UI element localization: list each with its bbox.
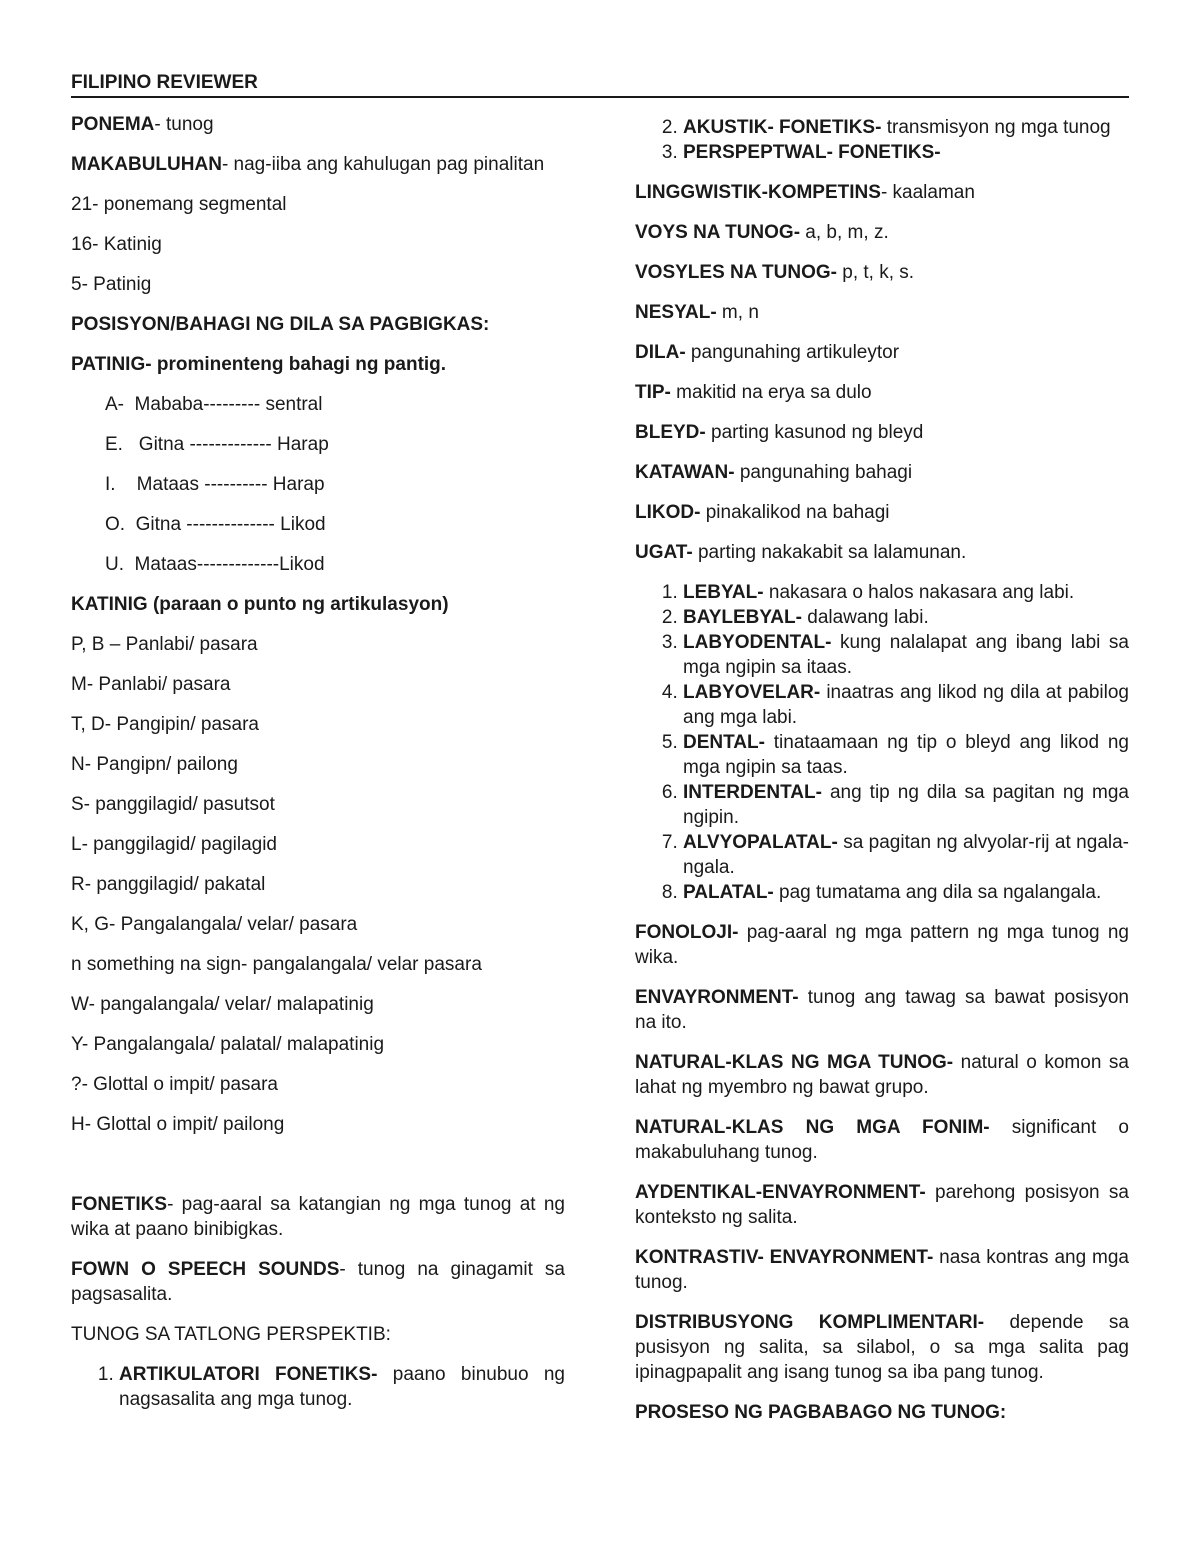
- consonant-item: n something na sign- pangalangala/ velar pasara: [71, 954, 482, 975]
- list-item: 4. LABYOVELAR- inaatras ang likod ng dila at pabilog ang mga labi.: [683, 680, 1129, 730]
- proseso-heading: PROSESO NG PAGBABAGO NG TUNOG:: [635, 1402, 1007, 1423]
- list-item: 2. AKUSTIK- FONETIKS- transmisyon ng mga tunog: [683, 115, 1129, 140]
- term-entry: KATAWAN- pangunahing bahagi: [635, 462, 913, 483]
- term-entry: VOYS NA TUNOG- a, b, m, z.: [635, 222, 889, 243]
- list-item: 1. ARTIKULATORI FONETIKS- paano binubuo ng nagsasalita ang mga tunog.: [119, 1362, 565, 1412]
- term-entry: DILA- pangunahing artikuleytor: [635, 342, 900, 363]
- vowel-item: E. Gitna ------------- Harap: [105, 434, 329, 455]
- vowel-item: A- Mababa--------- sentral: [105, 394, 323, 415]
- consonant-item: W- pangalangala/ velar/ malapatinig: [71, 994, 374, 1015]
- list-item: 7. ALVYOPALATAL- sa pagitan ng alvyolar-rij at ngala-ngala.: [683, 830, 1129, 880]
- list-item: 1. LEBYAL- nakasara o halos nakasara ang labi.: [683, 580, 1129, 605]
- two-column-body: [71, 112, 1129, 1440]
- definition-entry: NATURAL-KLAS NG MGA TUNOG- natural o komon sa lahat ng myembro ng bawat grupo.: [635, 1052, 1129, 1098]
- definition-entry: KONTRASTIV- ENVAYRONMENT- nasa kontras ang mga tunog.: [635, 1247, 1129, 1293]
- definition-entry: DISTRIBUSYONG KOMPLIMENTARI- depende sa pusisyon ng salita, sa silabol, o sa mga salita pag ipinagpapalit ang isang tunog sa iba pang tunog.: [635, 1312, 1129, 1383]
- definition-entry: AYDENTIKAL-ENVAYRONMENT- parehong posisyon sa konteksto ng salita.: [635, 1182, 1129, 1228]
- consonant-item: L- panggilagid/ pagilagid: [71, 834, 277, 855]
- term-entry: BLEYD- parting kasunod ng bleyd: [635, 422, 924, 443]
- definition-entry: NATURAL-KLAS NG MGA FONIM- significant o makabuluhang tunog.: [635, 1117, 1129, 1163]
- term-entry: LIKOD- pinakalikod na bahagi: [635, 502, 890, 523]
- perspektib-list: [71, 1362, 565, 1412]
- fown-entry: FOWN O SPEECH SOUNDS- tunog na ginagamit sa pagsasalita.: [71, 1259, 566, 1305]
- consonant-item: N- Pangipn/ pailong: [71, 754, 238, 775]
- document-title: FILIPINO REVIEWER: [71, 72, 258, 93]
- spacer: [71, 1152, 565, 1192]
- articulation-list: [635, 580, 1129, 905]
- consonant-item: Y- Pangalangala/ palatal/ malapatinig: [71, 1034, 385, 1055]
- vowel-item: I. Mataas ---------- Harap: [105, 474, 325, 495]
- posisyon-heading: POSISYON/BAHAGI NG DILA SA PAGBIGKAS:: [71, 314, 490, 335]
- list-item: 8. PALATAL- pag tumatama ang dila sa ngalangala.: [683, 880, 1129, 905]
- term-entry: TIP- makitid na erya sa dulo: [635, 382, 872, 403]
- right-column: [635, 115, 1129, 1440]
- perspektib-list-continued: [635, 115, 1129, 165]
- count-5: 5- Patinig: [71, 274, 152, 295]
- list-item: 2. BAYLEBYAL- dalawang labi.: [683, 605, 1129, 630]
- list-item: 5. DENTAL- tinataamaan ng tip o bleyd ang likod ng mga ngipin sa taas.: [683, 730, 1129, 780]
- consonant-item: P, B – Panlabi/ pasara: [71, 634, 258, 655]
- vowel-item: O. Gitna -------------- Likod: [105, 514, 326, 535]
- fonetiks-entry: FONETIKS- pag-aaral sa katangian ng mga tunog at ng wika at paano binibigkas.: [71, 1194, 565, 1240]
- consonant-item: R- panggilagid/ pakatal: [71, 874, 266, 895]
- consonant-item: K, G- Pangalangala/ velar/ pasara: [71, 914, 358, 935]
- definition-entry: FONOLOJI- pag-aaral ng mga pattern ng mga tunog ng wika.: [635, 922, 1129, 968]
- term-entry: NESYAL- m, n: [635, 302, 759, 323]
- katinig-heading: KATINIG (paraan o punto ng artikulasyon): [71, 594, 449, 615]
- definition-entry: ENVAYRONMENT- tunog ang tawag sa bawat posisyon na ito.: [635, 987, 1129, 1033]
- consonant-item: H- Glottal o impit/ pailong: [71, 1114, 285, 1135]
- consonant-item: T, D- Pangipin/ pasara: [71, 714, 259, 735]
- left-column: [71, 112, 565, 1440]
- tunog-perspektib-heading: TUNOG SA TATLONG PERSPEKTIB:: [71, 1324, 391, 1345]
- patinig-heading: PATINIG- prominenteng bahagi ng pantig.: [71, 354, 447, 375]
- consonant-item: ?- Glottal o impit/ pasara: [71, 1074, 278, 1095]
- term-entry: VOSYLES NA TUNOG- p, t, k, s.: [635, 262, 915, 283]
- count-16: 16- Katinig: [71, 234, 162, 255]
- vowel-item: U. Mataas-------------Likod: [105, 554, 325, 575]
- term-entry: UGAT- parting nakakabit sa lalamunan.: [635, 542, 967, 563]
- list-item: 3. PERSPEPTWAL- FONETIKS-: [683, 140, 1129, 165]
- list-item: 6. INTERDENTAL- ang tip ng dila sa pagitan ng mga ngipin.: [683, 780, 1129, 830]
- term-entry: LINGGWISTIK-KOMPETINS- kaalaman: [635, 182, 975, 203]
- consonant-item: M- Panlabi/ pasara: [71, 674, 231, 695]
- document-header: [71, 70, 1129, 98]
- list-item: 3. LABYODENTAL- kung nalalapat ang ibang labi sa mga ngipin sa itaas.: [683, 630, 1129, 680]
- count-21: 21- ponemang segmental: [71, 194, 287, 215]
- makabuluhan-entry: MAKABULUHAN- nag-iiba ang kahulugan pag pinalitan: [71, 154, 545, 175]
- ponema-entry: PONEMA- tunog: [71, 114, 214, 135]
- consonant-item: S- panggilagid/ pasutsot: [71, 794, 275, 815]
